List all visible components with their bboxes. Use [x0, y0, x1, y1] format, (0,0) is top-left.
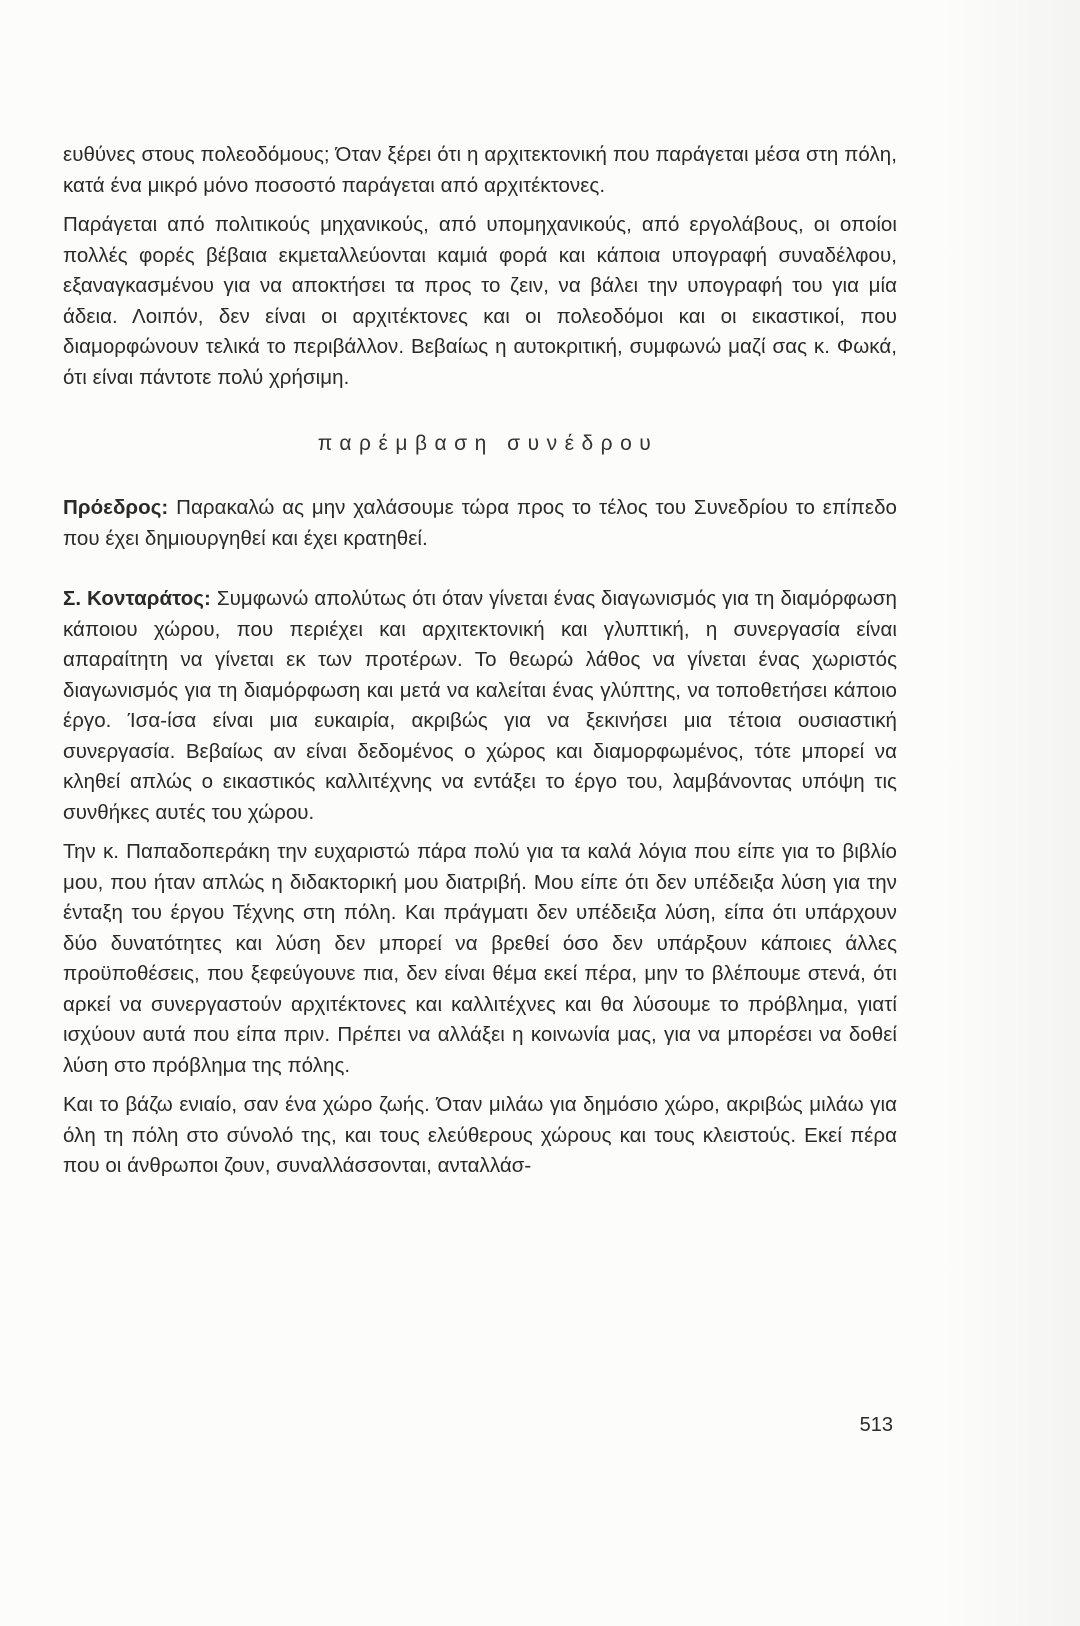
paragraph-after-1: Την κ. Παπαδοπεράκη την ευχαριστώ πάρα πολύ για τα καλά λόγια που είπε για το βιβλίο μου, που ήταν απλώς η διδακτορική μου διατριβή. Μου είπε ότι δεν υπέδειξα λύση για την ένταξη του έργου Τέχνης στη πόλη. Και πράγματι δεν υπέδειξα λύση, είπα ότι υπάρχουν δύο δυνατότητες και λύση δεν μπορεί να βρεθεί όσο δεν υπάρξουν κάποιες άλλες προϋποθέσεις, που ξεφεύγουνε πια, δεν είναι θέμα εκεί πέρα, μην το βλέπουμε στενά, ότι αρκεί να συνεργαστούν αρχιτέκτονες και καλλιτέχνες και θα λύσουμε το πρόβλημα, γιατί ισχύουν αυτά που είπα πριν. Πρέπει να αλλάξει η κοινωνία μας, για να μπορέσει να δοθεί λύση στο πρόβλημα της πόλης.: [63, 840, 897, 1077]
paragraph-intro-1: ευθύνες στους πολεοδόμους; Όταν ξέρει ότι η αρχιτεκτονική που παράγεται μέσα στη πόλη, κατά ένα μικρό μόνο ποσοστό παράγεται από αρχιτέκτονες.: [63, 143, 897, 197]
speaker-name: Πρόεδρος:: [63, 496, 169, 519]
speech-president: [63, 493, 897, 554]
paragraph-intro-2: Παράγεται από πολιτικούς μηχανικούς, από υπομηχανικούς, από εργολάβους, οι οποίοι πολλές φορές βέβαια εκμεταλλεύονται καμιά φορά και κάποια υπογραφή συναδέλφου, εξαναγκασμένου για να αποκτήσει τα προς το ζειν, να βάλει την υπογραφή του για μία άδεια. Λοιπόν, δεν είναι οι αρχιτέκτονες και οι πολεοδόμοι και οι εικαστικοί, που διαμορφώνουν τελικά το περιβάλλον. Βεβαίως η αυτοκριτική, συμφωνώ μαζί σας κ. Φωκά, ότι είναι πάντοτε πολύ χρήσιμη.: [63, 213, 897, 389]
speech-kontaratos: [63, 584, 897, 828]
speech-text: Συμφωνώ απολύτως ότι όταν γίνεται ένας διαγωνισμός για τη διαμόρφωση κάποιου χώρου, που περιέχει και αρχιτεκτονική και γλυπτική, η συνεργασία είναι απαραίτητη να γίνεται εκ των προτέρων. Το θεωρώ λάθος να γίνεται ένας χωριστός διαγωνισμός για τη διαμόρφωση και μετά να καλείται ένας γλύπτης, να τοποθετήσει κάποιο έργο. Ίσα-ίσα είναι μια ευκαιρία, ακριβώς για να ξεκινήσει μια τέτοια ουσιαστική συνεργασία. Βεβαίως αν είναι δεδομένος ο χώρος και διαμορφωμένος, τότε μπορεί να κληθεί απλώς ο εικαστικός καλλιτέχνης να εντάξει το έργο του, λαμβάνοντας υπόψη τις συνθήκες αυτές του χώρου.: [63, 587, 897, 824]
page-number: 513: [859, 1414, 893, 1436]
speaker-name: Σ. Κονταράτος:: [63, 587, 211, 610]
section-heading: παρέμβαση συνέδρου: [317, 432, 659, 455]
speech-text: Παρακαλώ ας μην χαλάσουμε τώρα προς το τέλος του Συνεδρίου το επίπεδο που έχει δημιουργηθεί και έχει κρατηθεί.: [63, 496, 898, 550]
book-page: [63, 140, 897, 1191]
paper-edge-shading: [940, 0, 1080, 1626]
paragraph-after-2: Και το βάζω ενιαίο, σαν ένα χώρο ζωής. Όταν μιλάω για δημόσιο χώρο, ακριβώς μιλάω για όλη τη πόλη στο σύνολό της, και τους ελεύθερους χώρους και τους κλειστούς. Εκεί πέρα που οι άνθρωποι ζουν, συναλλάσσονται, ανταλλάσ-: [63, 1093, 897, 1177]
